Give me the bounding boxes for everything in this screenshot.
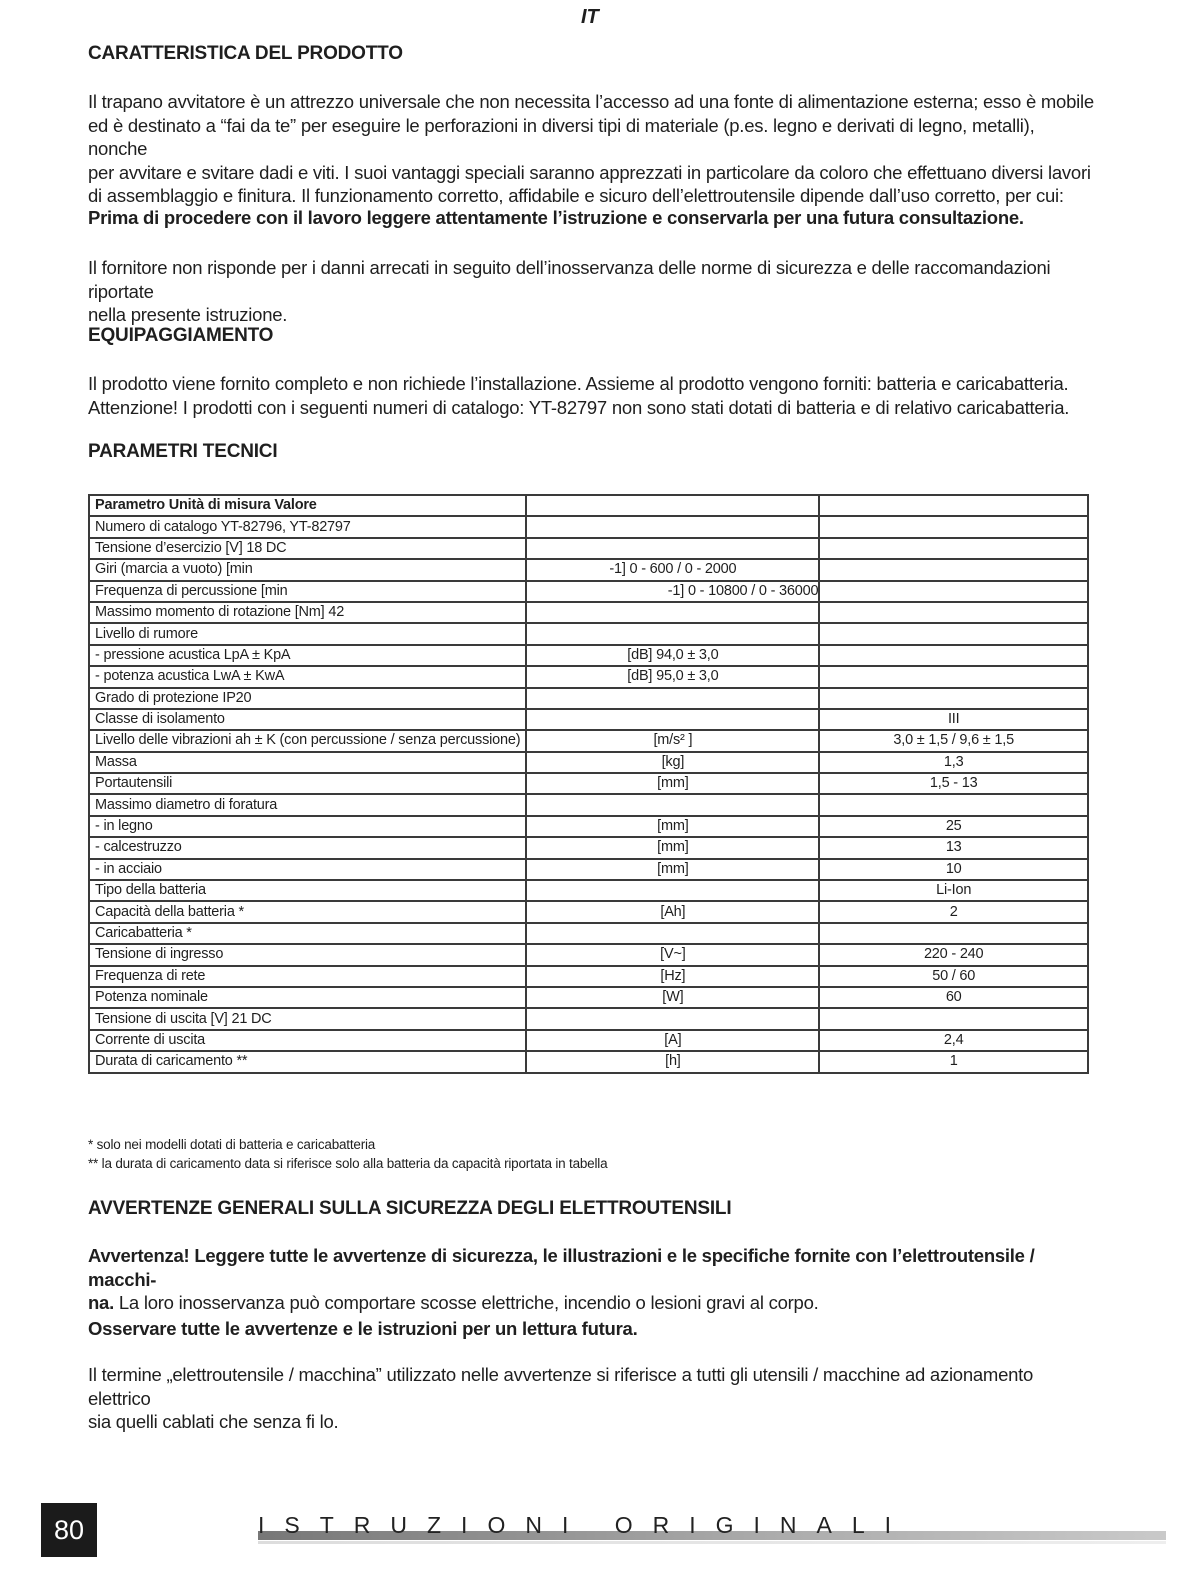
table-row bbox=[89, 859, 1088, 880]
value-cell bbox=[819, 666, 1088, 687]
read-instructions-note: Prima di procedere con il lavoro leggere attentamente l’istruzione e conservarla per una futura consultazione. bbox=[88, 207, 1024, 228]
table-row bbox=[89, 752, 1088, 773]
param-cell: Frequenza di percussione [min bbox=[89, 581, 526, 602]
unit-cell: [A] bbox=[526, 1030, 819, 1051]
value-cell bbox=[819, 495, 1088, 516]
unit-cell: [m/s² ] bbox=[526, 730, 819, 751]
text-line: Il termine „elettroutensile / macchina” utilizzato nelle avvertenze si riferisce a tutti gli utensili / macchine ad azionamento elettrico bbox=[88, 1364, 1034, 1409]
table-row bbox=[89, 944, 1088, 965]
observe-instructions: Osservare tutte le avvertenze e le istruzioni per un lettura futura. bbox=[88, 1318, 638, 1339]
table-row bbox=[89, 773, 1088, 794]
tech-params-table bbox=[88, 494, 1089, 1074]
unit-cell: [mm] bbox=[526, 816, 819, 837]
param-cell: Grado di protezione IP20 bbox=[89, 688, 526, 709]
value-cell: 3,0 ± 1,5 / 9,6 ± 1,5 bbox=[819, 730, 1088, 751]
value-cell bbox=[819, 1008, 1088, 1029]
param-cell: Tensione di uscita [V] 21 DC bbox=[89, 1008, 526, 1029]
tech-params-heading: PARAMETRI TECNICI bbox=[88, 441, 278, 462]
table-row bbox=[89, 1008, 1088, 1029]
unit-cell: [Hz] bbox=[526, 966, 819, 987]
text-line: di assemblaggio e finitura. Il funzionamento corretto, affidabile e sicuro dell’elettroutensile dipende dall’uso corretto, per cui: bbox=[88, 185, 1064, 206]
table-row bbox=[89, 623, 1088, 644]
param-cell: Classe di isolamento bbox=[89, 709, 526, 730]
value-cell: 60 bbox=[819, 987, 1088, 1008]
unit-cell bbox=[526, 688, 819, 709]
page-number: 80 bbox=[41, 1503, 97, 1557]
unit-cell: [h] bbox=[526, 1051, 819, 1072]
table-row bbox=[89, 730, 1088, 751]
unit-cell: [mm] bbox=[526, 859, 819, 880]
value-cell: 1 bbox=[819, 1051, 1088, 1072]
param-cell: Tensione d’esercizio [V] 18 DC bbox=[89, 538, 526, 559]
table-row bbox=[89, 987, 1088, 1008]
param-cell: - pressione acustica LpA ± KpA bbox=[89, 645, 526, 666]
table-row bbox=[89, 666, 1088, 687]
language-tag: IT bbox=[581, 6, 599, 28]
unit-cell: [dB] 94,0 ± 3,0 bbox=[526, 645, 819, 666]
table-row bbox=[89, 495, 1088, 516]
table-row bbox=[89, 1030, 1088, 1051]
table-row bbox=[89, 559, 1088, 580]
equipment-heading: EQUIPAGGIAMENTO bbox=[88, 325, 274, 346]
param-cell: Tensione di ingresso bbox=[89, 944, 526, 965]
value-cell bbox=[819, 923, 1088, 944]
value-cell: 50 / 60 bbox=[819, 966, 1088, 987]
unit-cell bbox=[526, 495, 819, 516]
unit-cell: [dB] 95,0 ± 3,0 bbox=[526, 666, 819, 687]
unit-cell: [mm] bbox=[526, 837, 819, 858]
table-row bbox=[89, 602, 1088, 623]
table-row bbox=[89, 688, 1088, 709]
unit-cell: [Ah] bbox=[526, 901, 819, 922]
table-row bbox=[89, 581, 1088, 602]
value-cell: 2,4 bbox=[819, 1030, 1088, 1051]
safety-heading: AVVERTENZE GENERALI SULLA SICUREZZA DEGLI ELETTROUTENSILI bbox=[88, 1198, 732, 1219]
value-cell: 1,5 - 13 bbox=[819, 773, 1088, 794]
value-cell: 13 bbox=[819, 837, 1088, 858]
unit-cell bbox=[526, 880, 819, 901]
param-cell: Massimo momento di rotazione [Nm] 42 bbox=[89, 602, 526, 623]
footer-title: ISTRUZIONI ORIGINALI bbox=[258, 1512, 912, 1538]
param-cell: Massimo diametro di foratura bbox=[89, 794, 526, 815]
unit-cell bbox=[526, 538, 819, 559]
value-cell bbox=[819, 581, 1088, 602]
text-line: per avvitare e svitare dadi e viti. I suoi vantaggi speciali saranno apprezzati in particolare da coloro che effettuano diversi lavori bbox=[88, 161, 1091, 183]
value-cell: 25 bbox=[819, 816, 1088, 837]
table-row bbox=[89, 966, 1088, 987]
value-cell bbox=[819, 516, 1088, 537]
param-cell: - calcestruzzo bbox=[89, 837, 526, 858]
table-row bbox=[89, 709, 1088, 730]
table-row bbox=[89, 923, 1088, 944]
footer-rule-shadow bbox=[258, 1541, 1166, 1544]
warning-bold-line: Avvertenza! Leggere tutte le avvertenze di sicurezza, le illustrazioni e le specifiche fornite con l’elettroutensile / macchi- bbox=[88, 1245, 1035, 1290]
text-line: Attenzione! I prodotti con i seguenti numeri di catalogo: YT-82797 non sono stati dotati di batteria e di relativo caricabatteria. bbox=[88, 396, 1070, 418]
param-cell: - potenza acustica LwA ± KwA bbox=[89, 666, 526, 687]
table-row bbox=[89, 645, 1088, 666]
value-cell bbox=[819, 559, 1088, 580]
param-cell: Caricabatteria * bbox=[89, 923, 526, 944]
table-row bbox=[89, 901, 1088, 922]
value-cell bbox=[819, 645, 1088, 666]
unit-cell bbox=[526, 794, 819, 815]
term-definition bbox=[88, 1363, 1098, 1434]
table-row bbox=[89, 538, 1088, 559]
table-row bbox=[89, 794, 1088, 815]
text-line: nella presente istruzione. bbox=[88, 304, 288, 325]
param-cell: Frequenza di rete bbox=[89, 966, 526, 987]
unit-cell: -1] 0 - 600 / 0 - 2000 bbox=[526, 559, 819, 580]
warning-consequences: La loro inosservanza può comportare scosse elettriche, incendio o lesioni gravi al corpo. bbox=[113, 1292, 819, 1313]
safety-warning bbox=[88, 1244, 1098, 1315]
table-row bbox=[89, 837, 1088, 858]
value-cell: 2 bbox=[819, 901, 1088, 922]
param-cell: Potenza nominale bbox=[89, 987, 526, 1008]
param-cell: Parametro Unità di misura Valore bbox=[89, 495, 526, 516]
footnote-battery: * solo nei modelli dotati di batteria e caricabatteria bbox=[88, 1137, 376, 1152]
param-cell: Livello delle vibrazioni ah ± K (con percussione / senza percussione) bbox=[89, 730, 526, 751]
unit-cell bbox=[526, 1008, 819, 1029]
value-cell bbox=[819, 688, 1088, 709]
table-row bbox=[89, 880, 1088, 901]
product-description bbox=[88, 90, 1098, 208]
warning-bold-tail: na. bbox=[88, 1292, 114, 1313]
param-cell: Portautensili bbox=[89, 773, 526, 794]
footnote-charge-time: ** la durata di caricamento data si riferisce solo alla batteria da capacità riportata in tabella bbox=[88, 1156, 608, 1171]
param-cell: Capacità della batteria * bbox=[89, 901, 526, 922]
liability-note bbox=[88, 256, 1098, 327]
table-row bbox=[89, 816, 1088, 837]
param-cell: Giri (marcia a vuoto) [min bbox=[89, 559, 526, 580]
unit-cell: [kg] bbox=[526, 752, 819, 773]
value-cell: 220 - 240 bbox=[819, 944, 1088, 965]
param-cell: Durata di caricamento ** bbox=[89, 1051, 526, 1072]
value-cell bbox=[819, 794, 1088, 815]
param-cell: Numero di catalogo YT-82796, YT-82797 bbox=[89, 516, 526, 537]
unit-cell: [mm] bbox=[526, 773, 819, 794]
product-heading: CARATTERISTICA DEL PRODOTTO bbox=[88, 43, 403, 64]
text-line: Il fornitore non risponde per i danni arrecati in seguito dell’inosservanza delle norme di sicurezza e delle raccomandazioni riportate bbox=[88, 257, 1051, 302]
param-cell: - in acciaio bbox=[89, 859, 526, 880]
unit-cell bbox=[526, 602, 819, 623]
text-line: Il prodotto viene fornito completo e non richiede l’installazione. Assieme al prodotto vengono forniti: batteria e caricabatteria. bbox=[88, 373, 1069, 394]
unit-cell: [V~] bbox=[526, 944, 819, 965]
text-line: sia quelli cablati che senza fi lo. bbox=[88, 1411, 339, 1432]
unit-cell bbox=[526, 516, 819, 537]
unit-cell bbox=[526, 923, 819, 944]
table-row bbox=[89, 1051, 1088, 1072]
value-cell: 1,3 bbox=[819, 752, 1088, 773]
unit-cell bbox=[526, 623, 819, 644]
param-cell: Massa bbox=[89, 752, 526, 773]
unit-cell: -1] 0 - 10800 / 0 - 36000 bbox=[526, 581, 819, 602]
text-line: Il trapano avvitatore è un attrezzo universale che non necessita l’accesso ad una fonte di alimentazione esterna; esso è mobile bbox=[88, 91, 1094, 112]
param-cell: - in legno bbox=[89, 816, 526, 837]
value-cell: Li-Ion bbox=[819, 880, 1088, 901]
table-row bbox=[89, 516, 1088, 537]
param-cell: Corrente di uscita bbox=[89, 1030, 526, 1051]
unit-cell bbox=[526, 709, 819, 730]
value-cell: III bbox=[819, 709, 1088, 730]
equipment-text bbox=[88, 372, 1098, 419]
param-cell: Tipo della batteria bbox=[89, 880, 526, 901]
value-cell: 10 bbox=[819, 859, 1088, 880]
value-cell bbox=[819, 623, 1088, 644]
value-cell bbox=[819, 538, 1088, 559]
value-cell bbox=[819, 602, 1088, 623]
text-line: ed è destinato a “fai da te” per eseguire le perforazioni in diversi tipi di materiale (p.es. legno e derivati di legno, metalli), nonche bbox=[88, 114, 1035, 159]
param-cell: Livello di rumore bbox=[89, 623, 526, 644]
unit-cell: [W] bbox=[526, 987, 819, 1008]
